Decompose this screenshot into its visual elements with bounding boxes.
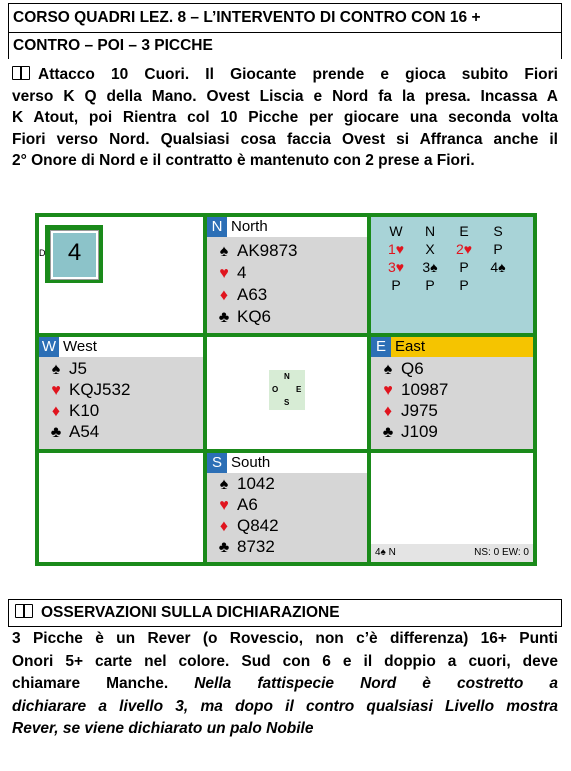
result-cell (371, 453, 533, 562)
west-hearts: ♥ KQJ532 (47, 380, 130, 400)
diamond-icon: ♦ (219, 518, 229, 535)
compass-n: N (284, 372, 290, 381)
east-badge: E (371, 337, 391, 357)
diamond-icon: ♦ (51, 403, 61, 420)
dealer-letter: D (39, 248, 46, 258)
diamond-icon: ♦ (383, 403, 393, 420)
west-header (39, 337, 203, 357)
club-icon: ♣ (218, 309, 230, 326)
bid-call: X (425, 241, 435, 257)
empty-cell-bottom-left (39, 453, 203, 562)
west-hand (39, 337, 203, 449)
bid-call: P (391, 277, 401, 293)
north-hearts: ♥ 4 (215, 263, 246, 283)
bidding-table (371, 217, 533, 333)
title-divider (9, 32, 561, 33)
board-number-box (39, 231, 98, 279)
heart-icon: ♥ (219, 265, 229, 282)
play-description (12, 64, 558, 172)
south-badge: S (207, 453, 227, 473)
compass-e: E (296, 385, 302, 394)
spade-icon: ♠ (219, 476, 229, 493)
north-diamonds: ♦ A63 (215, 285, 267, 305)
east-diamonds: ♦ J975 (379, 401, 438, 421)
south-hand (207, 453, 367, 562)
west-badge: W (39, 337, 59, 357)
book-icon (12, 66, 30, 80)
play-description-line: 2° Onore di Nord e il contratto è mantenuto con 2 prese a Fiori. (12, 152, 475, 169)
lesson-title-line1: CORSO QUADRI LEZ. 8 – L’INTERVENTO DI CONTRO CON 16 + (13, 9, 481, 26)
lesson-title-line2: CONTRO – POI – 3 PICCHE (13, 37, 213, 54)
observations-title: OSSERVAZIONI SULLA DICHIARAZIONE (15, 604, 340, 622)
north-clubs: ♣ KQ6 (215, 307, 271, 327)
north-badge: N (207, 217, 227, 237)
north-name: North (231, 218, 268, 235)
contract-label: 4♠ N (375, 547, 396, 558)
observations-line: Rever, se viene dichiarato un palo Nobile (12, 720, 314, 737)
play-description-line: verso K Q della Mano. Ovest Liscia e Nord fa la presa. Incassa A (12, 87, 558, 105)
club-icon: ♣ (382, 424, 394, 441)
south-diamonds: ♦ Q842 (215, 516, 279, 536)
south-header (207, 453, 367, 473)
bid-header: E (459, 223, 469, 239)
south-hearts: ♥ A6 (215, 495, 258, 515)
south-clubs: ♣ 8732 (215, 537, 275, 557)
east-header (371, 337, 533, 357)
observations-title-box (8, 599, 562, 627)
bid-header: W (389, 223, 403, 239)
west-clubs: ♣ A54 (47, 422, 99, 442)
board-number: 4 (67, 239, 82, 266)
west-diamonds: ♦ K10 (47, 401, 99, 421)
spade-icon: ♠ (383, 361, 393, 378)
bid-call: 2♥ (455, 241, 473, 257)
bid-call: 4♠ (490, 259, 506, 275)
observations-text (12, 628, 558, 741)
compass-o: O (272, 385, 279, 394)
heart-icon: ♥ (383, 382, 393, 399)
compass-icon (269, 370, 305, 410)
play-description-line: K Atout, poi Rientra col 10 Picche per giocare una seconda volta (12, 109, 558, 126)
observations-line: 3 Picche è un Rever (o Rovescio, non c’è differenza) 16+ Punti (12, 630, 558, 647)
result-bar (371, 544, 533, 562)
play-description-line: Attacco 10 Cuori. Il Giocante prende e gioca subito Fiori (12, 64, 558, 86)
bid-call: P (425, 277, 435, 293)
compass-s: S (284, 398, 290, 407)
spade-icon: ♠ (219, 243, 229, 260)
south-name: South (231, 454, 271, 471)
spade-icon: ♠ (51, 361, 61, 378)
book-icon (15, 604, 33, 618)
observations-line: Onori 5+ carte nel colore. Sud con 6 e il doppio a cuori, deve (12, 652, 558, 670)
east-hearts: ♥ 10987 (379, 380, 448, 400)
table-center (207, 337, 367, 449)
club-icon: ♣ (218, 539, 230, 556)
bid-header: N (424, 223, 436, 239)
lesson-title-box (8, 3, 562, 59)
east-spades: ♠ Q6 (379, 359, 424, 379)
bid-call: P (459, 259, 469, 275)
south-spades: ♠ 1042 (215, 474, 275, 494)
bid-call: P (493, 241, 503, 257)
observations-line: chiamare Manche. Nella fattispecie Nord è costretto a (12, 675, 558, 692)
club-icon: ♣ (50, 424, 62, 441)
north-hand (207, 217, 367, 333)
east-clubs: ♣ J109 (379, 422, 438, 442)
west-name: West (63, 338, 97, 355)
board-number-frame (39, 225, 103, 283)
play-description-line: Fiori verso Nord. Qualsiasi cosa faccia Ovest si Affranca anche il (12, 130, 558, 148)
bid-call: 3♠ (422, 259, 438, 275)
observations-line: dichiarare a livello 3, ma dopo il contro qualsiasi Livello mostra (12, 697, 558, 715)
west-spades: ♠ J5 (47, 359, 87, 379)
north-spades: ♠ AK9873 (215, 241, 298, 261)
bid-call: 3♥ (387, 259, 405, 275)
north-header (207, 217, 367, 237)
bid-header: S (493, 223, 503, 239)
east-hand (371, 337, 533, 449)
east-name: East (395, 338, 426, 355)
heart-icon: ♥ (219, 497, 229, 514)
bid-call: 1♥ (387, 241, 405, 257)
diamond-icon: ♦ (219, 287, 229, 304)
bid-call (481, 277, 515, 293)
bridge-board (35, 213, 537, 566)
board-number-cell (39, 217, 203, 333)
bidding-grid (379, 223, 515, 293)
score-label: NS: 0 EW: 0 (474, 547, 529, 558)
bid-call: P (459, 277, 469, 293)
heart-icon: ♥ (51, 382, 61, 399)
